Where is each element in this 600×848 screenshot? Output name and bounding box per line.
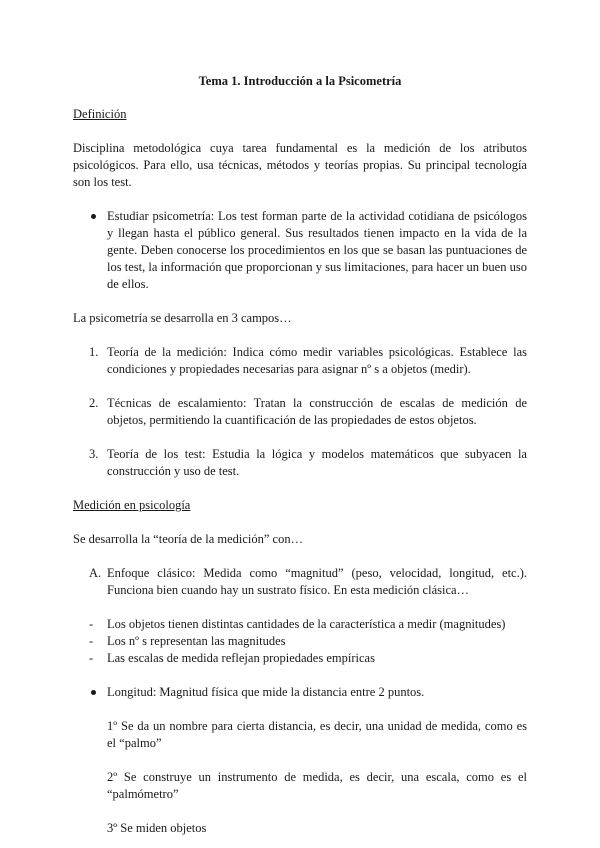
dash-text: Las escalas de medida reflejan propiedades empíricas	[107, 651, 375, 665]
dash-marker: -	[89, 651, 94, 665]
dash-marker: -	[89, 634, 94, 648]
list-item	[73, 344, 527, 378]
dash-list	[73, 616, 527, 667]
bullet-item-estudiar	[73, 208, 527, 293]
list-item	[73, 395, 527, 429]
list-item	[73, 446, 527, 480]
list-item	[73, 633, 527, 650]
document-page	[73, 73, 527, 837]
list-item	[73, 616, 527, 633]
dash-text: Los objetos tienen distintas cantidades de la característica a medir (magnitudes)	[107, 617, 506, 631]
enfoque-text: Enfoque clásico: Medida como “magnitud” (peso, velocidad, longitud, etc.). Funciona bien cuando hay un sustrato físico. En esta medición clásica…	[107, 566, 527, 597]
bullet-item-longitud	[73, 684, 527, 701]
enfoque-item	[73, 565, 527, 599]
step-paragraph: 3º Se miden objetos	[107, 821, 207, 835]
bullet-dot-icon	[91, 690, 96, 695]
medicion-intro: Se desarrolla la “teoría de la medición” con…	[73, 532, 304, 546]
step-paragraph: 1º Se da un nombre para cierta distancia, es decir, una unidad de medida, como es el “palmo”	[107, 719, 527, 750]
list-marker: A.	[89, 566, 102, 580]
bullet-text: Estudiar psicometría: Los test forman parte de la actividad cotidiana de psicólogos y llegan hasta el público general. Sus resultados tienen impacto en la vida de la gente. Deben conocerse los procedimientos en los que se basan las puntuaciones de los test, la información que proporcionan y sus limitaciones, para hacer un buen uso de ellos.	[107, 209, 527, 291]
dash-text: Los nº s representan las magnitudes	[107, 634, 286, 648]
heading-medicion: Medición en psicología	[73, 498, 191, 512]
step-paragraph: 2º Se construye un instrumento de medida, es decir, una escala, como es el “palmómetro”	[107, 770, 527, 801]
dash-marker: -	[89, 617, 94, 631]
list-marker: 1.	[89, 345, 99, 359]
list-marker: 2.	[89, 396, 99, 410]
definition-paragraph: Disciplina metodológica cuya tarea fundamental es la medición de los atributos psicológicos. Para ello, usa técnicas, métodos y teorías propias. Su principal tecnología son los test.	[73, 141, 527, 189]
heading-definicion: Definición	[73, 107, 127, 121]
campos-intro: La psicometría se desarrolla en 3 campos…	[73, 311, 292, 325]
list-marker: 3.	[89, 447, 99, 461]
bullet-text: Longitud: Magnitud física que mide la distancia entre 2 puntos.	[107, 685, 425, 699]
bullet-dot-icon	[91, 214, 96, 219]
list-item-text: Teoría de los test: Estudia la lógica y modelos matemáticos que subyacen la construcción y uso de test.	[107, 447, 527, 478]
list-item-text: Teoría de la medición: Indica cómo medir variables psicológicas. Establece las condiciones y propiedades necesarias para asignar nº s a objetos (medir).	[107, 345, 527, 376]
list-item	[73, 650, 527, 667]
document-title: Tema 1. Introducción a la Psicometría	[198, 74, 402, 88]
list-item-text: Técnicas de escalamiento: Tratan la construcción de escalas de medición de objetos, permitiendo la cuantificación de las propiedades de estos objetos.	[107, 396, 527, 427]
